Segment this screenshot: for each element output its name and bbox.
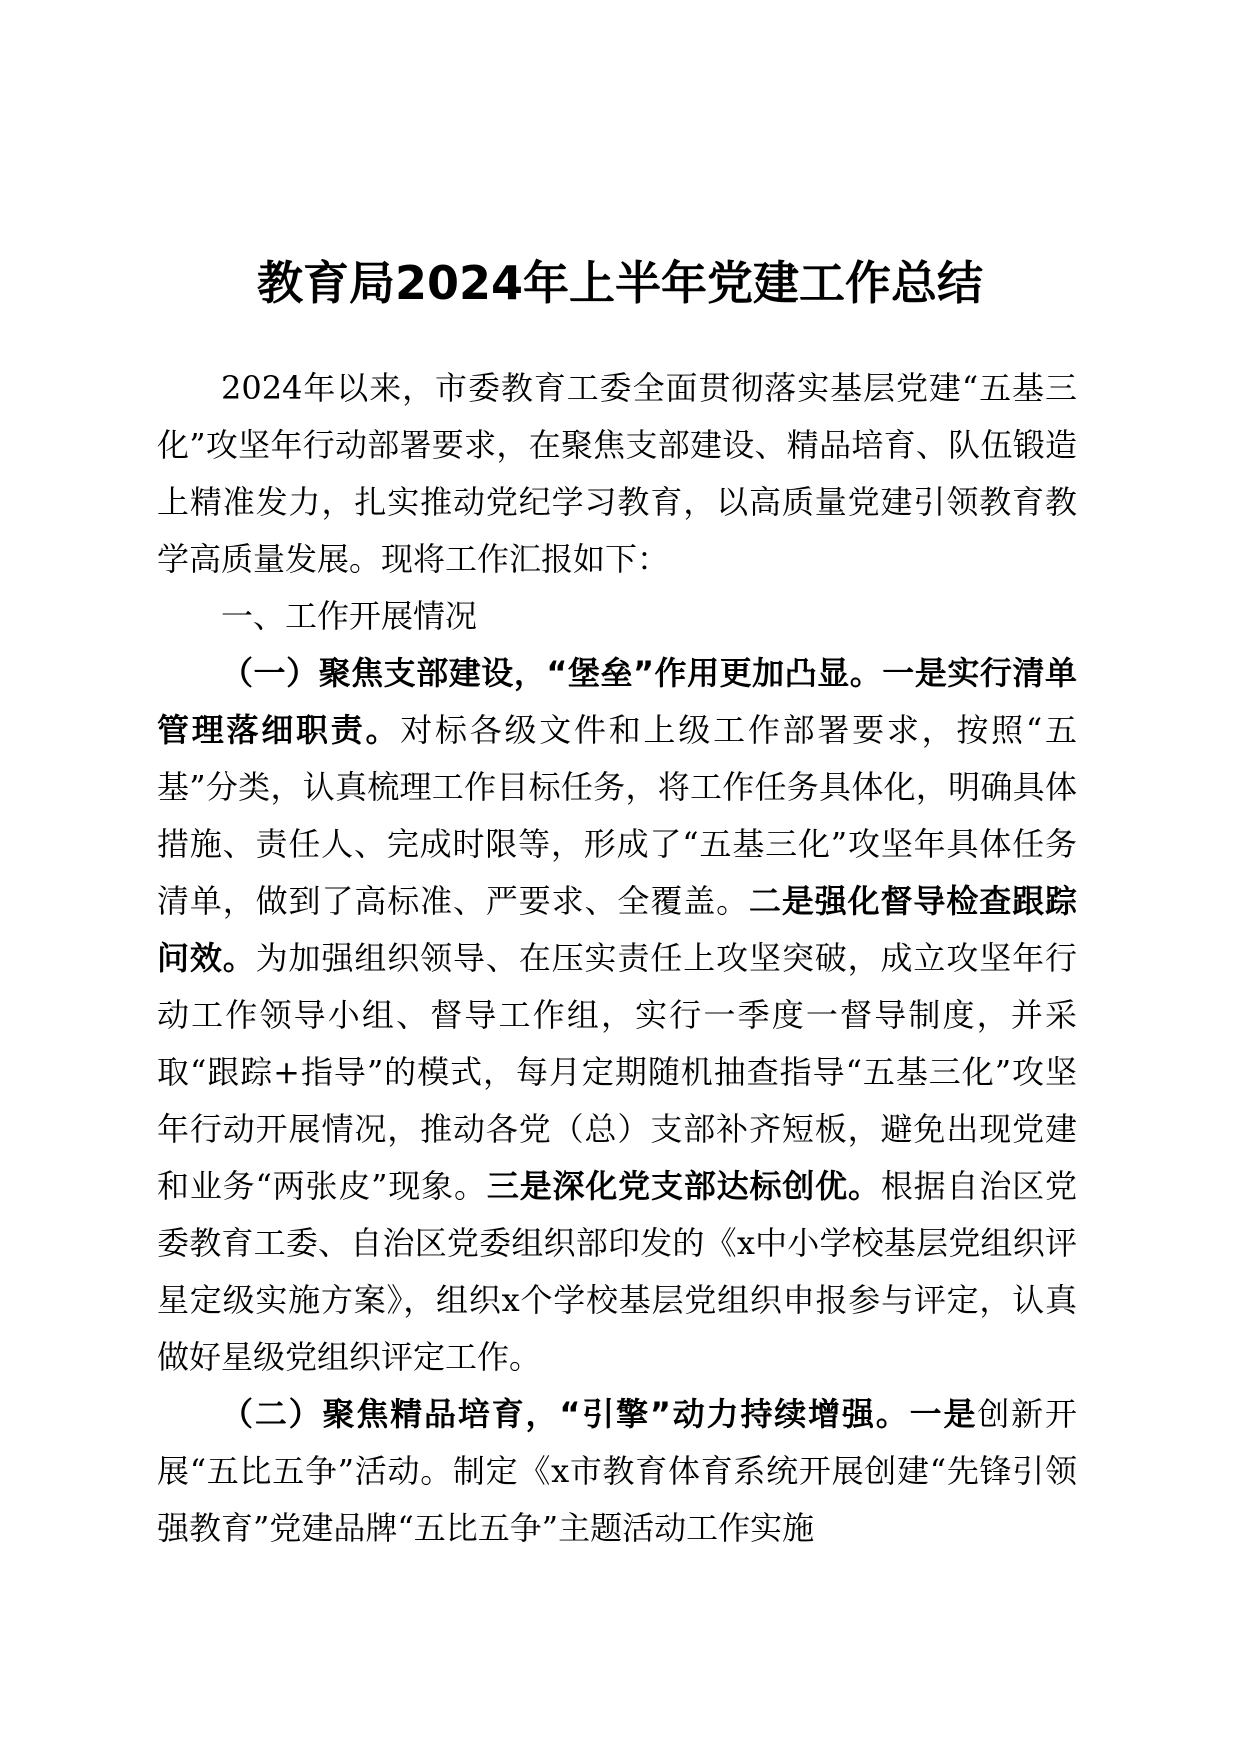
paragraph-branch-building [157,645,1077,1386]
document-title: 教育局2024年上半年党建工作总结 [256,256,984,310]
paragraph-subheading: 二是强化督导检查跟踪问效。 [157,882,1077,977]
paragraph-text: 创新开展“五比五争”活动。制定《x市教育体育系统开展创建“先锋引领强教育”党建品牌“五比五争”主题活动工作实施 [157,1395,1077,1547]
paragraph-quality-cultivation [157,1386,1077,1557]
paragraph-lead: （一）聚焦支部建设，“堡垒”作用更加凸显。一是实行清单管理落细职责。 [157,654,1077,749]
paragraph-text: 对标各级文件和上级工作部署要求，按照“五基”分类，认真梳理工作目标任务，将工作任务具体化，明确具体措施、责任人、完成时限等，形成了“五基三化”攻坚年具体任务清单，做到了高标准、严要求、全覆盖。 [157,711,1077,920]
paragraph-text: 为加强组织领导、在压实责任上攻坚突破，成立攻坚年行动工作领导小组、督导工作组，实行一季度一督导制度，并采取“跟踪+指导”的模式，每月定期随机抽查指导“五基三化”攻坚年行动开展情况，推动各党（总）支部补齐短板，避免出现党建和业务“两张皮”现象。 [157,939,1077,1205]
paragraph-text: 根据自治区党委教育工委、自治区党委组织部印发的《x中小学校基层党组织评星定级实施方案》，组织x个学校基层党组织申报参与评定，认真做好星级党组织评定工作。 [157,1167,1077,1376]
paragraph-subheading: 三是深化党支部达标创优。 [486,1167,881,1205]
paragraph-lead: （二）聚焦精品培育，“引擎”动力持续增强。一是 [221,1395,978,1433]
document-body [157,360,1077,1557]
section-heading: 一、工作开展情况 [221,597,478,635]
intro-paragraph: 2024年以来，市委教育工委全面贯彻落实基层党建“五基三化”攻坚年行动部署要求，在聚焦支部建设、精品培育、队伍锻造上精准发力，扎实推动党纪学习教育，以高质量党建引领教育教学高质量发展。现将工作汇报如下： [157,369,1077,578]
